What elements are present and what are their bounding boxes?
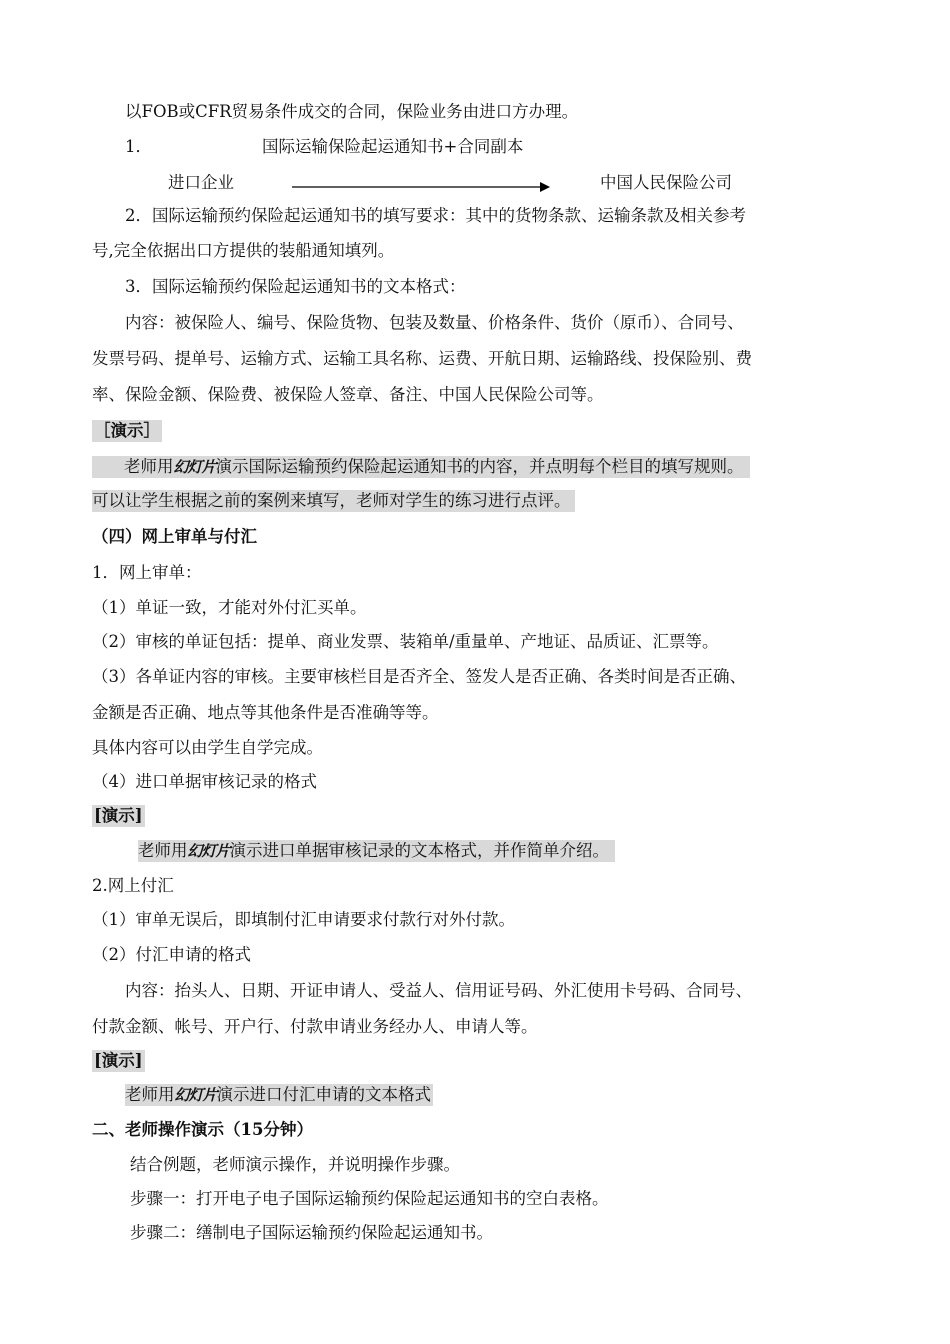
ppt-word: 幻灯片 <box>187 842 230 860</box>
demo-note <box>138 840 615 862</box>
demo-note <box>125 1084 433 1106</box>
text-line: 发票号码、提单号、运输方式、运输工具名称、运费、开航日期、运输路线、投保险别、费 <box>92 349 752 368</box>
text-line: （3）各单证内容的审核。主要审核栏目是否齐全、签发人是否正确、各类时间是否正确、 <box>92 667 746 686</box>
demo-heading: [演示] <box>94 1051 143 1070</box>
text-line: 号,完全依据出口方提供的装船通知填列。 <box>92 241 395 260</box>
text-line: 2.网上付汇 <box>92 876 174 895</box>
demo-text: 演示国际运输预约保险起运通知书的内容，并点明每个栏目的填写规则。 <box>215 457 744 476</box>
text-line: （2）审核的单证包括：提单、商业发票、装箱单/重量单、产地证、品质证、汇票等。 <box>92 632 719 651</box>
text-line: 步骤一：打开电子电子国际运输预约保险起运通知书的空白表格。 <box>130 1189 609 1208</box>
arrow-right-icon <box>292 181 550 193</box>
text-line: 内容：抬头人、日期、开证申请人、受益人、信用证号码、外汇使用卡号码、合同号、 <box>125 981 752 1000</box>
demo-note <box>92 456 750 478</box>
list-number: 1． <box>125 137 152 156</box>
text-line: 1．网上审单： <box>92 563 202 582</box>
section-heading: 二、老师操作演示（15分钟） <box>92 1120 313 1139</box>
demo-text: 老师用 <box>125 1085 175 1104</box>
text-line: 付款金额、帐号、开户行、付款申请业务经办人、申请人等。 <box>92 1017 538 1036</box>
text-line: （1）审单无误后，即填制付汇申请要求付款行对外付款。 <box>92 910 515 929</box>
text-line: （1）单证一致，才能对外付汇买单。 <box>92 598 367 617</box>
text-line: 以FOB或CFR贸易条件成交的合同，保险业务由进口方办理。 <box>125 102 579 121</box>
demo-heading: [演示] <box>94 806 143 825</box>
section-heading: （四）网上审单与付汇 <box>92 527 257 546</box>
text-line: 金额是否正确、地点等其他条件是否准确等等。 <box>92 703 439 722</box>
text-line: 2．国际运输预约保险起运通知书的填写要求：其中的货物条款、运输条款及相关参考 <box>125 206 746 225</box>
demo-text: 老师用 <box>138 841 188 860</box>
text-line: 步骤二：缮制电子国际运输预约保险起运通知书。 <box>130 1223 493 1242</box>
demo-heading: ［演示］ <box>94 421 160 440</box>
demo-note: 可以让学生根据之前的案例来填写，老师对学生的练习进行点评。 <box>92 490 575 512</box>
text-line: 结合例题，老师演示操作，并说明操作步骤。 <box>130 1155 460 1174</box>
demo-text: 演示进口付汇申请的文本格式 <box>216 1085 432 1104</box>
diagram-node-insurer: 中国人民保险公司 <box>600 173 732 192</box>
text-line: 具体内容可以由学生自学完成。 <box>92 738 323 757</box>
text-line: （4）进口单据审核记录的格式 <box>92 772 317 791</box>
text-line: 率、保险金额、保险费、被保险人签章、备注、中国人民保险公司等。 <box>92 385 604 404</box>
demo-text: 演示进口单据审核记录的文本格式，并作简单介绍。 <box>229 841 610 860</box>
ppt-word: 幻灯片 <box>174 1086 217 1104</box>
diagram-label-documents: 国际运输保险起运通知书+合同副本 <box>262 137 524 156</box>
text-line: 3．国际运输预约保险起运通知书的文本格式： <box>125 277 466 296</box>
demo-text: 老师用 <box>124 457 174 476</box>
diagram-node-importer: 进口企业 <box>168 173 234 192</box>
text-line: 内容：被保险人、编号、保险货物、包装及数量、价格条件、货价（原币）、合同号、 <box>125 313 744 332</box>
ppt-word: 幻灯片 <box>173 458 216 476</box>
text-line: （2）付汇申请的格式 <box>92 945 251 964</box>
